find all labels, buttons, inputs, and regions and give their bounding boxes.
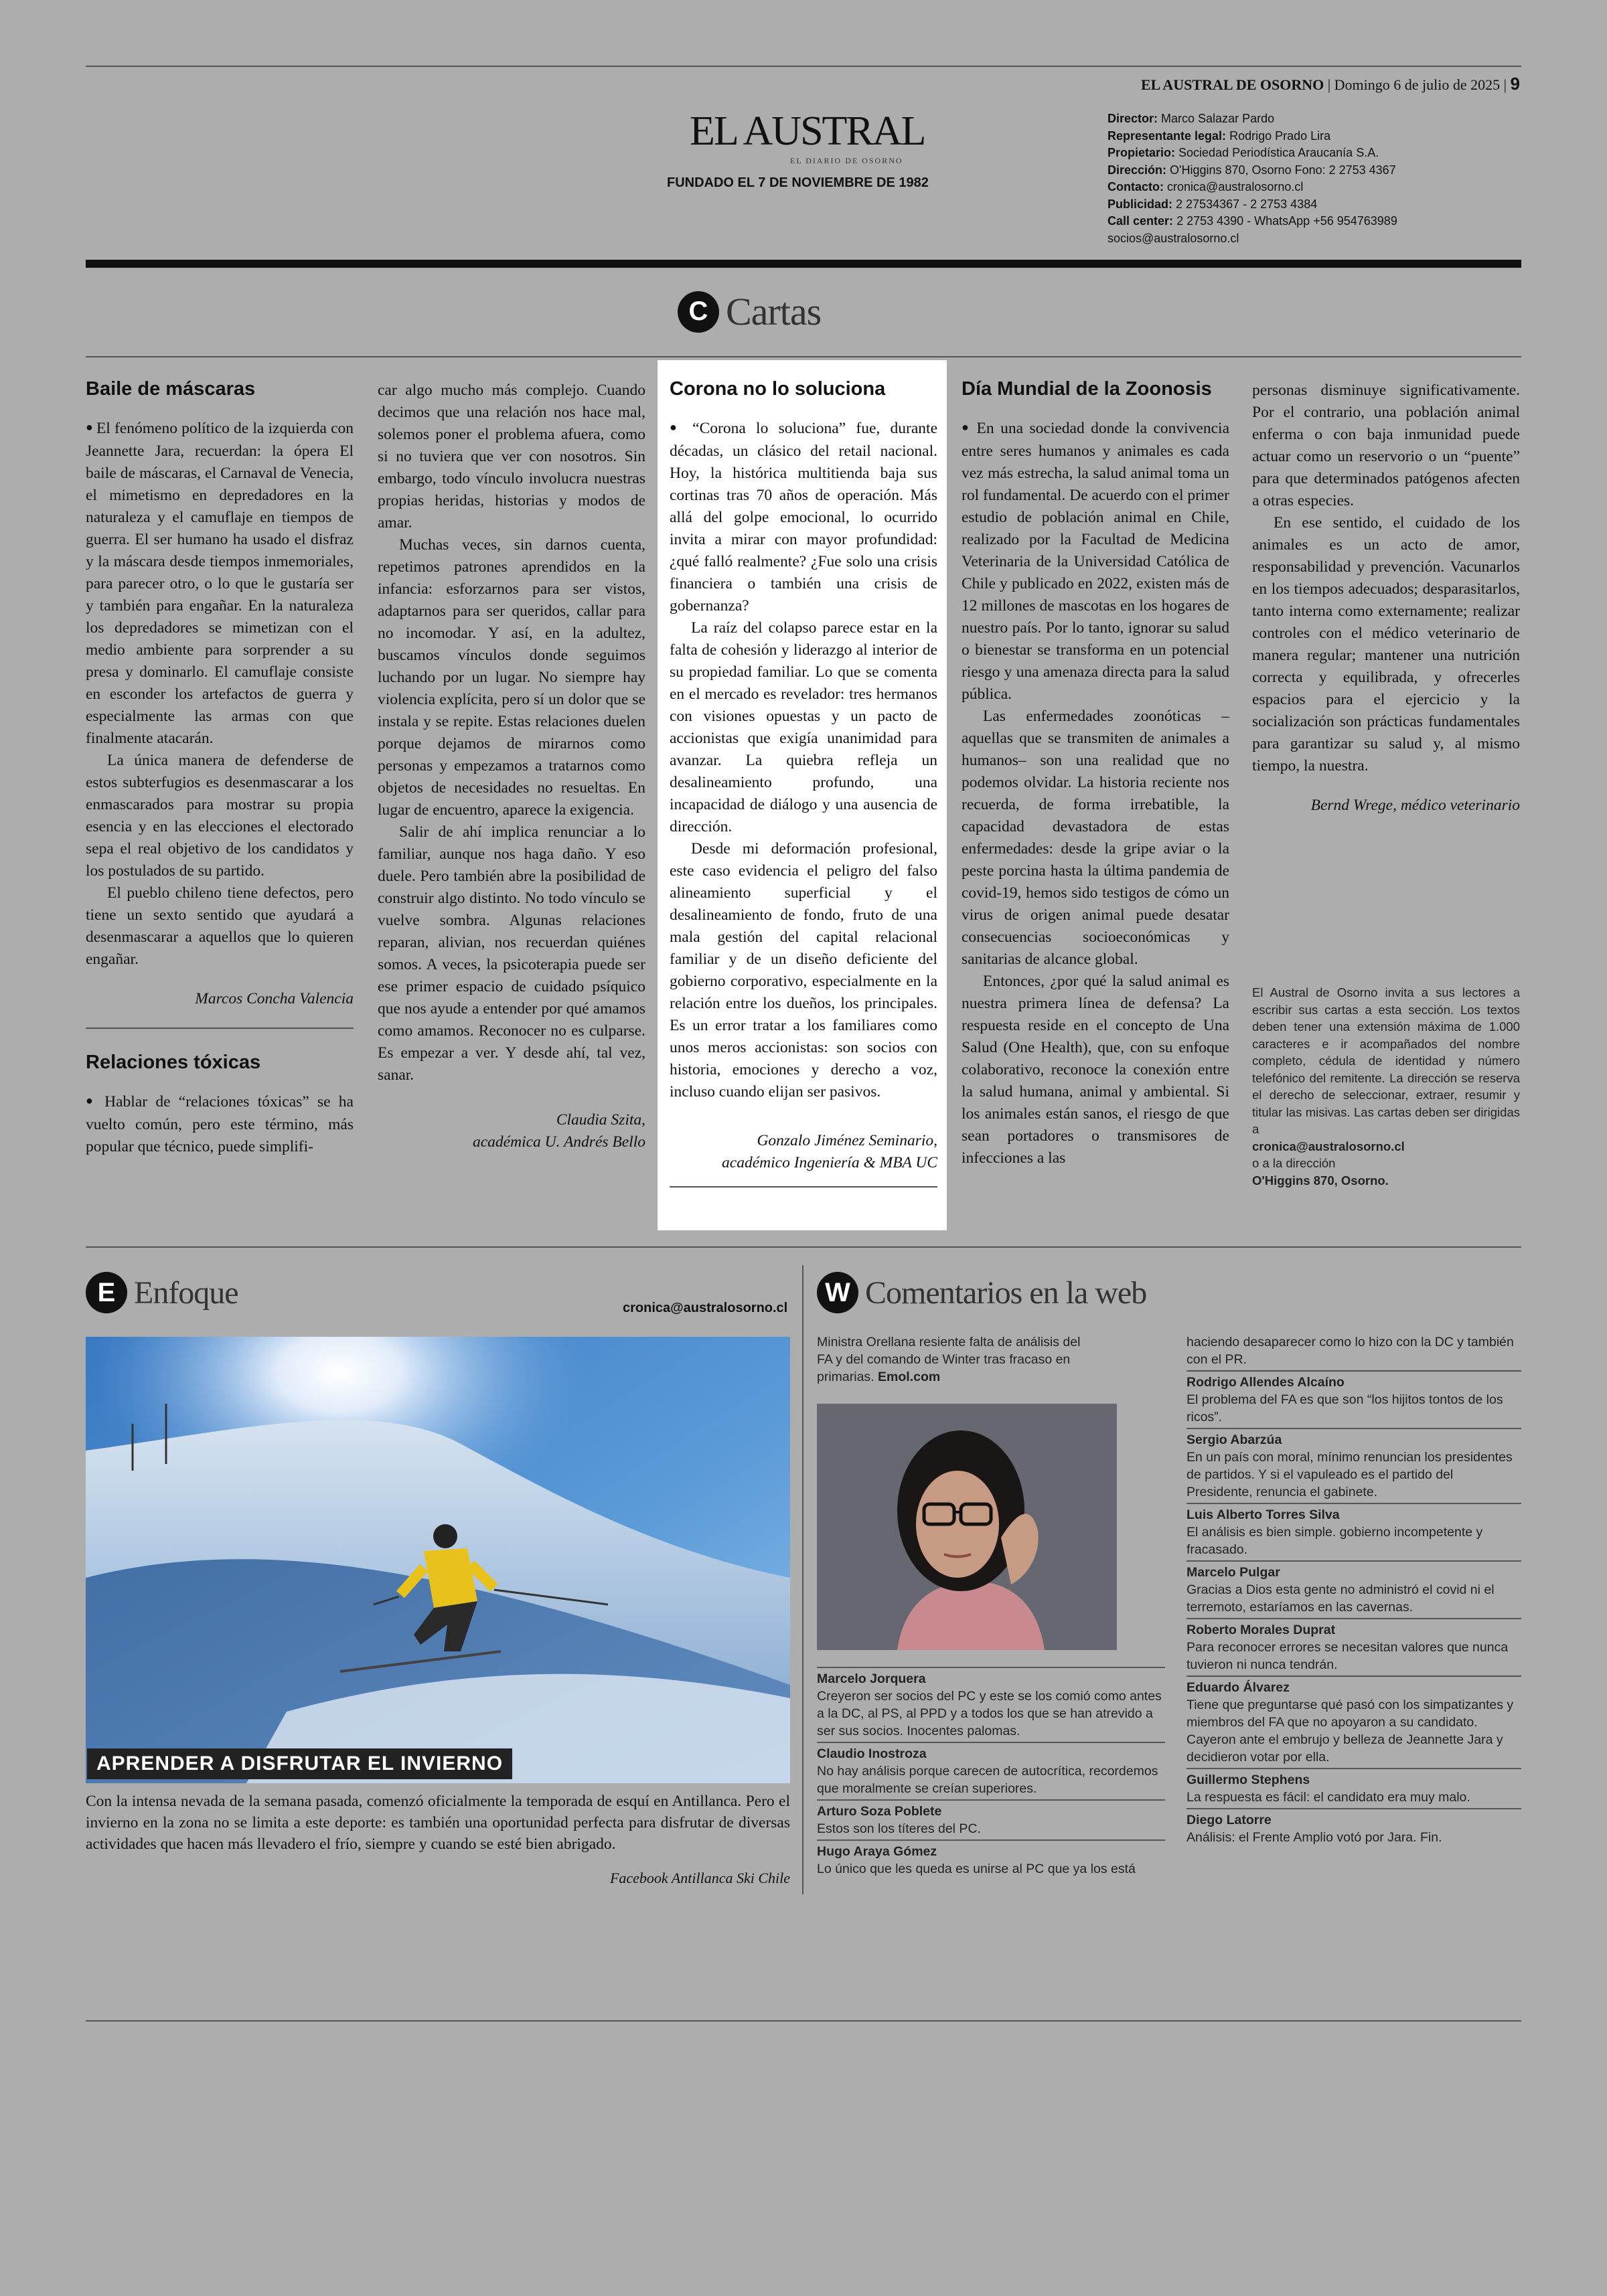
- page-bottom-rule: [86, 2020, 1521, 2022]
- comment-author: Claudio Inostroza: [817, 1746, 927, 1761]
- letter-paragraph: Muchas veces, sin darnos cuenta, repetimos patrones aprendidos en la infancia: esforzarnos para ser vistos, adaptarnos para ser queridos, callar para no incomodar. Y así, en la adultez, buscamos vínculos donde seguimos luchando por un lugar. No siempre hay violencia explícita, pero sí un dolor que se instala y se repite. Estas relaciones duelen porque dejamos de mirarnos como personas y empezamos a tratarnos como objetos de necesidades no resueltas. En lugar de encuentro, aparece la exigencia.: [378, 536, 645, 819]
- staff-line: [1107, 128, 1397, 145]
- cartas-rule: [86, 356, 1521, 357]
- staff-box: [1107, 110, 1397, 247]
- staff-value: socios@australosorno.cl: [1107, 231, 1239, 245]
- column-3: [670, 378, 937, 1187]
- staff-label: Dirección:: [1107, 163, 1167, 177]
- letter-signature: Marcos Concha Valencia: [195, 990, 354, 1007]
- comment-item: [1187, 1428, 1521, 1501]
- comment-author: Roberto Morales Duprat: [1187, 1623, 1336, 1637]
- folio-paper: EL AUSTRAL DE OSORNO: [1140, 76, 1324, 93]
- top-rule: [86, 66, 1521, 67]
- section-title-web: Comentarios en la web: [865, 1275, 1147, 1311]
- web-lead: [817, 1333, 1098, 1386]
- comment-item: [1187, 1675, 1521, 1766]
- submission-address: O'Higgins 870, Osorno.: [1252, 1173, 1389, 1187]
- comment-text: Análisis: el Frente Amplio votó por Jara. Fin.: [1187, 1830, 1442, 1845]
- comments-left: [817, 1665, 1165, 1878]
- submission-email[interactable]: cronica@australosorno.cl: [1252, 1139, 1405, 1153]
- comment-author: Marcelo Pulgar: [1187, 1565, 1280, 1580]
- comment-text: Estos son los títeres del PC.: [817, 1821, 981, 1836]
- letter-paragraph: La única manera de defenderse de estos subterfugios es desenmascarar a los enmascarados para mostrar su propia esencia y en las elecciones el electorado sepa el real objetivo de los candidatos y los postulados de su partido.: [86, 752, 354, 880]
- staff-value: O'Higgins 870, Osorno Fono: 2 2753 4367: [1170, 163, 1396, 177]
- letter-paragraph: La raíz del colapso parece estar en la falta de cohesión y liderazgo al interior de su propiedad familiar. Lo que se comenta en el mercado es revelador: tres hermanos con visiones opuestas y un pacto de accionistas que exigía unanimidad para avanzar. La quiebra refleja un desalineamiento profundo, una incapacidad de diálogo y una ausencia de dirección.: [670, 619, 937, 835]
- letter-headline: Baile de máscaras: [86, 378, 256, 400]
- web-lead-text: Ministra Orellana resiente falta de análisis del FA y del comando de Winter tras fracaso en primarias.: [817, 1335, 1081, 1384]
- comments-right: [1187, 1333, 1521, 1846]
- photo-caption-bar: APRENDER A DISFRUTAR EL INVIERNO: [87, 1748, 512, 1779]
- staff-line: [1107, 145, 1397, 162]
- letter-paragraph: El pueblo chileno tiene defectos, pero tiene un sexto sentido que ayudará a desenmascarar a aquellos que lo quieren engañar.: [86, 884, 354, 968]
- comment-item: [1187, 1618, 1521, 1673]
- submission-note-text: El Austral de Osorno invita a sus lectores a escribir sus cartas a esta sección. Los textos deben tener una extensión máxima de 1.000 caracteres e ir acompañados del nombre completo, cédula de identidad y número telefónico del remitente. La dirección se reserva el derecho de seleccionar, extraer, resumir y titular las misivas. Las cartas deben ser dirigidas a: [1252, 985, 1520, 1136]
- staff-line: [1107, 162, 1397, 179]
- minister-photo: [817, 1404, 1117, 1650]
- comment-continuation: haciendo desaparecer como lo hizo con la DC y también con el PR.: [1187, 1335, 1514, 1367]
- comment-author: Diego Latorre: [1187, 1813, 1272, 1827]
- vertical-divider: [802, 1265, 804, 1894]
- comment-text: Lo único que les queda es unirse al PC que ya los está: [817, 1862, 1136, 1876]
- staff-line: [1107, 213, 1397, 230]
- folio-page: 9: [1510, 74, 1520, 94]
- letter-paragraph: En ese sentido, el cuidado de los animales es un acto de amor, responsabilidad y prevención. Vacunarlos en los tiempos adecuados; desparasitarlos, tanto interna como externamente; realizar controles con el médico veterinario de manera regular; mantener una nutrición correcta y equilibrada, y ofrecerles espacios para el ejercicio y la socialización son prácticas fundamentales para garantizar su salud y, al mismo tiempo, la nuestra.: [1252, 514, 1520, 774]
- section-badge-w: W: [817, 1272, 858, 1313]
- staff-value: 2 2753 4390 - WhatsApp +56 954763989: [1176, 214, 1397, 228]
- ski-photo-illustration: [86, 1337, 790, 1783]
- enfoque-header: [86, 1272, 238, 1313]
- staff-line: [1107, 230, 1397, 248]
- ski-photo: [86, 1337, 790, 1783]
- letter-headline: Día Mundial de la Zoonosis: [962, 378, 1212, 400]
- enfoque-text: Con la intensa nevada de la semana pasada, comenzó oficialmente la temporada de esquí en Antillanca. Pero el invierno en la zona no se limita a este deporte: es también una oportunidad perfecta para disfrutar de diversas actividades que hacen más llevadero el frío, siempre y cuando se esté bien abrigado.: [86, 1793, 790, 1853]
- comment-author: Luis Alberto Torres Silva: [1187, 1507, 1340, 1522]
- web-header: [817, 1272, 1146, 1313]
- letter-signature: Claudia Szita,: [556, 1111, 645, 1129]
- letter-paragraph: Entonces, ¿por qué la salud animal es nuestra primera línea de defensa? La respuesta reside en el concepto de Una Salud (One Health), que, con su enfoque colaborativo, reconoce la conexión entre la salud humana, animal y ambiental. Si los animales están sanos, el riesgo de que sean portadores o transmisores de infecciones a las: [962, 973, 1229, 1167]
- comment-item: [1187, 1560, 1521, 1616]
- staff-value: Rodrigo Prado Lira: [1229, 129, 1331, 143]
- staff-label: Call center:: [1107, 214, 1174, 228]
- comment-text: En un país con moral, mínimo renuncian los presidentes de partidos. Y si el vapuleado es el partido del Presidente, renuncia el gabinete.: [1187, 1450, 1513, 1499]
- masthead-thick-rule: [86, 260, 1521, 268]
- comment-item: [817, 1799, 1165, 1837]
- enfoque-email[interactable]: cronica@australosorno.cl: [623, 1301, 788, 1315]
- comment-text: No hay análisis porque carecen de autocrítica, recordemos que moralmente se creían superiores.: [817, 1764, 1158, 1796]
- letter-paragraph: ● “Corona lo soluciona” fue, durante décadas, un clásico del retail nacional. Hoy, la histórica multitienda baja sus cortinas tras 70 años de operación. Más allá del golpe emocional, lo ocurrido invita a mirar con mayor profundidad: ¿qué falló realmente? ¿Fue solo una crisis financiera o también una crisis de gobernanza?: [670, 418, 937, 617]
- letter-signature-affiliation: académico Ingeniería & MBA UC: [722, 1154, 937, 1171]
- comment-text: La respuesta es fácil: el candidato era muy malo.: [1187, 1790, 1470, 1805]
- section-title-enfoque: Enfoque: [134, 1275, 238, 1311]
- web-lead-source[interactable]: Emol.com: [878, 1370, 941, 1384]
- comment-author: Sergio Abarzúa: [1187, 1432, 1282, 1447]
- column-1: [86, 378, 354, 1158]
- submission-note-tail: o a la dirección: [1252, 1156, 1336, 1170]
- staff-value: 2 27534367 - 2 2753 4384: [1176, 197, 1318, 211]
- comment-item: [1187, 1808, 1521, 1846]
- comment-author: Eduardo Álvarez: [1187, 1680, 1290, 1695]
- comment-text: El análisis es bien simple. gobierno incompetente y fracasado.: [1187, 1525, 1483, 1557]
- founded-line: FUNDADO EL 7 DE NOVIEMBRE DE 1982: [667, 175, 929, 190]
- cartas-header: [678, 289, 821, 334]
- staff-value: Marco Salazar Pardo: [1161, 112, 1275, 125]
- staff-line: [1107, 196, 1397, 214]
- comment-text: Para reconocer errores se necesitan valores que nunca tuvieron ni nunca tendrán.: [1187, 1640, 1509, 1672]
- comment-text: Gracias a Dios esta gente no administró el covid ni el terremoto, estaríamos en las cavernas.: [1187, 1582, 1495, 1615]
- submission-note: [1252, 984, 1520, 1189]
- column-4: [962, 378, 1229, 1169]
- letter-paragraph: ● Hablar de “relaciones tóxicas” se ha vuelto común, pero este término, más popular que técnico, puede simplifi-: [86, 1091, 354, 1158]
- comment-text: El problema del FA es que son “los hijitos tontos de los ricos”.: [1187, 1392, 1503, 1424]
- comment-text: Tiene que preguntarse qué pasó con los simpatizantes y miembros del FA que no apoyaron a su candidato. Cayeron ante el embrujo y belleza de Jeannette Jara y decidieron votar por ella.: [1187, 1698, 1514, 1765]
- staff-label: Director:: [1107, 112, 1158, 125]
- photo-credit: Facebook Antillanca Ski Chile: [609, 1870, 790, 1886]
- letter-signature-affiliation: académica U. Andrés Bello: [472, 1133, 645, 1151]
- letter-paragraph: Desde mi deformación profesional, este caso evidencia el peligro del falso alineamiento superficial y el desalineamiento de fondo, fruto de una mala gestión del capital relacional familiar y de un diseño deficiente del gobierno corporativo, especialmente en la relación entre los dueños, los principales. Es un error tratar a los familiares como unos meros accionistas: son socios con historia, emociones y derecho a voz, incluso cuando elijan ser pasivos.: [670, 840, 937, 1100]
- letter-paragraph: ● El fenómeno político de la izquierda con Jeannette Jara, recuerdan: la ópera El baile de máscaras, el Carnaval de Venecia, el mimetismo en depredadores en la naturaleza y el camuflaje en tiempos de guerra. El ser humano ha usado el disfraz y la máscara desde tiempos inmemoriales, para parecer otro, o lo que le gustaría ser y también para engañar. En la naturaleza los depredadores se mimetizan con el medio ambiente para sorprender a su presa y dominarlo. El camuflaje consiste en esconder los artefactos de guerra y especialmente las armas con que finalmente atacarán.: [86, 418, 354, 750]
- letter-headline: Relaciones tóxicas: [86, 1052, 261, 1073]
- letter-paragraph: Las enfermedades zoonóticas –aquellas que se transmiten de animales a humanos– son una realidad que no podemos olvidar. La historia reciente nos recuerda, de forma irrebatible, la capacidad devastadora de estas enfermedades: desde la gripe aviar o la peste porcina hasta la última pandemia de covid-19, hemos sido testigos de cómo un virus de origen animal puede desatar consecuencias socioeconómicas y sanitarias de alcance global.: [962, 708, 1229, 968]
- folio-date: Domingo 6 de julio de 2025: [1334, 76, 1501, 93]
- staff-label: Propietario:: [1107, 146, 1176, 159]
- comment-author: Marcelo Jorquera: [817, 1671, 926, 1686]
- comment-item: [817, 1667, 1165, 1740]
- comment-author: Hugo Araya Gómez: [817, 1844, 937, 1859]
- portrait-illustration: [817, 1404, 1117, 1650]
- letter-end-rule: [670, 1186, 937, 1187]
- letter-headline: Corona no lo soluciona: [670, 378, 886, 400]
- staff-value: Sociedad Periodística Araucanía S.A.: [1178, 146, 1379, 159]
- comment-author: Arturo Soza Poblete: [817, 1804, 942, 1819]
- column-2: [378, 380, 645, 1153]
- staff-label: Representante legal:: [1107, 129, 1227, 143]
- logo-subtitle: EL DIARIO DE OSORNO: [790, 156, 903, 165]
- letter-paragraph: ● En una sociedad donde la convivencia entre seres humanos y animales es cada vez más estrecha, la salud animal toma un rol fundamental. De acuerdo con el primer estudio de población animal en Chile, realizado por la Facultad de Medicina Veterinaria de la Universidad Católica de Chile y publicado en 2022, existen más de 12 millones de mascotas en los hogares de nuestro país. Por lo tanto, ignorar su salud o bienestar se transforma en un potencial riesgo y una amenaza directa para la salud pública.: [962, 418, 1229, 706]
- comment-item: [1187, 1370, 1521, 1426]
- section-title-cartas: Cartas: [726, 290, 822, 333]
- letter-divider: [86, 1028, 354, 1029]
- comment-item: [1187, 1768, 1521, 1806]
- comment-item: [1187, 1503, 1521, 1558]
- letter-paragraph: car algo mucho más complejo. Cuando decimos que una relación nos hace mal, solemos poner el problema afuera, como si no tuviera que ver con nosotros. Sin embargo, todo vínculo involucra nuestras propias heridas, historias y modos de amar.: [378, 382, 645, 531]
- letter-paragraph: personas disminuye significativamente. Por el contrario, una población animal enferma o con baja inmunidad puede actuar como un reservorio o un “puente” para que determinados patógenos afecten a otras especies.: [1252, 382, 1520, 509]
- comment-author: Guillermo Stephens: [1187, 1773, 1310, 1787]
- staff-label: Publicidad:: [1107, 197, 1173, 211]
- comment-text: Creyeron ser socios del PC y este se los comió como antes a la DC, al PS, al PPD y a todos los que se han atrevido a ser sus socios. Inocentes palomas.: [817, 1689, 1162, 1738]
- folio: EL AUSTRAL DE OSORNO | Domingo 6 de julio de 2025 | 9: [1140, 74, 1520, 94]
- letter-signature: Gonzalo Jiménez Seminario,: [757, 1132, 937, 1149]
- comment-author: Rodrigo Allendes Alcaíno: [1187, 1375, 1345, 1390]
- section-badge-c: C: [678, 291, 719, 333]
- staff-line: [1107, 110, 1397, 128]
- section-badge-e: E: [86, 1272, 127, 1313]
- newspaper-logo: EL AUSTRAL: [690, 108, 925, 154]
- letter-signature: Bernd Wrege, médico veterinario: [1310, 797, 1520, 814]
- column-5: [1252, 380, 1520, 1189]
- comment-item: [817, 1742, 1165, 1797]
- staff-line: [1107, 179, 1397, 196]
- staff-value: cronica@australosorno.cl: [1167, 180, 1304, 193]
- cartas-bottom-rule: [86, 1246, 1521, 1248]
- comment-item: [817, 1839, 1165, 1878]
- staff-label: Contacto:: [1107, 180, 1164, 193]
- letter-paragraph: Salir de ahí implica renunciar a lo familiar, aunque nos haga daño. Y eso duele. Pero también abre la posibilidad de construir algo distinto. No todo vínculo se vuelve sombra. Algunas relaciones reparan, alivian, nos recuerdan quiénes somos. A veces, la psicoterapia puede ser ese primer espacio de cuidado psíquico que nos ayude a entender por qué amamos como amamos. Reconocer no es culparse. Es empezar a ver. Y desde ahí, tal vez, sanar.: [378, 823, 645, 1084]
